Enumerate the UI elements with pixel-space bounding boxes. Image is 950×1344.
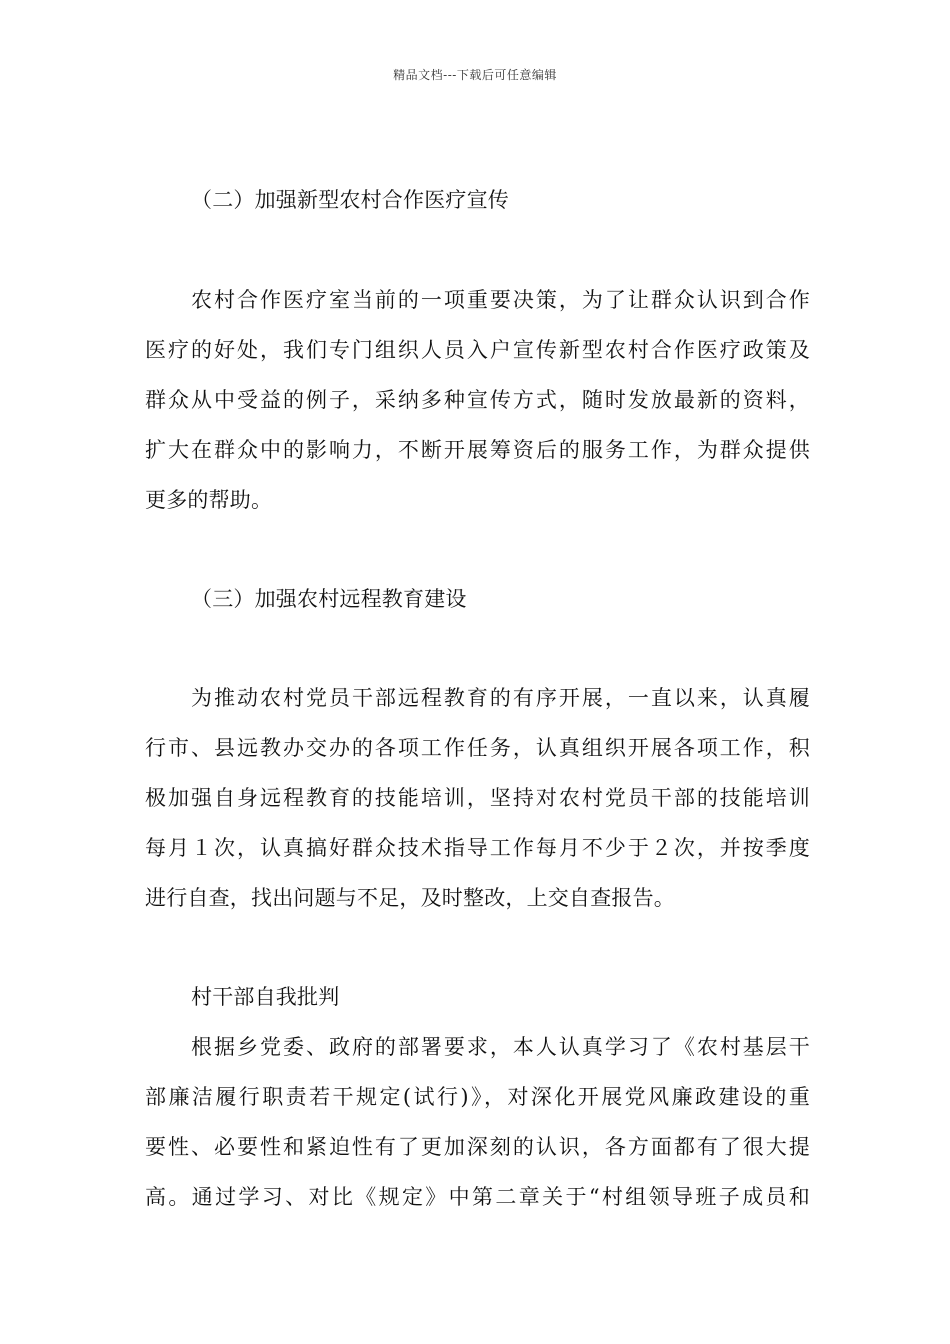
paragraph-line: 医疗的好处，我们专门组织人员入户宣传新型农村合作医疗政策及 — [145, 338, 810, 362]
paragraph-line: 要性、必要性和紧迫性有了更加深刻的认识，各方面都有了很大提 — [145, 1135, 810, 1159]
paragraph-line: 每月１次，认真搞好群众技术指导工作每月不少于２次，并按季度 — [145, 836, 810, 860]
section-heading: （三）加强农村远程教育建设 — [191, 587, 467, 611]
paragraph-line: 高。通过学习、对比《规定》中第二章关于“村组领导班子成员和 — [145, 1185, 810, 1209]
section-heading: （二）加强新型农村合作医疗宣传 — [191, 188, 509, 212]
section-heading: 村干部自我批判 — [191, 985, 340, 1009]
paragraph-line: 扩大在群众中的影响力，不断开展筹资后的服务工作，为群众提供 — [145, 438, 810, 462]
paragraph-line: 更多的帮助。 — [145, 488, 273, 512]
paragraph-line: 为推动农村党员干部远程教育的有序开展，一直以来，认真履 — [191, 686, 810, 710]
paragraph-line: 进行自查，找出问题与不足，及时整改，上交自查报告。 — [145, 886, 675, 910]
paragraph-line: 群众从中受益的例子，采纳多种宣传方式，随时发放最新的资料， — [145, 388, 810, 412]
paragraph-line: 农村合作医疗室当前的一项重要决策，为了让群众认识到合作 — [191, 288, 810, 312]
paragraph-line: 根据乡党委、政府的部署要求，本人认真学习了《农村基层干 — [191, 1035, 810, 1059]
paragraph-line: 极加强自身远程教育的技能培训，坚持对农村党员干部的技能培训 — [145, 786, 810, 810]
paragraph-line: 行市、县远教办交办的各项工作任务，认真组织开展各项工作，积 — [145, 736, 810, 760]
page-header: 精品文档---下载后可任意编辑 — [393, 68, 557, 82]
paragraph-line: 部廉洁履行职责若干规定(试行)》，对深化开展党风廉政建设的重 — [145, 1085, 810, 1109]
